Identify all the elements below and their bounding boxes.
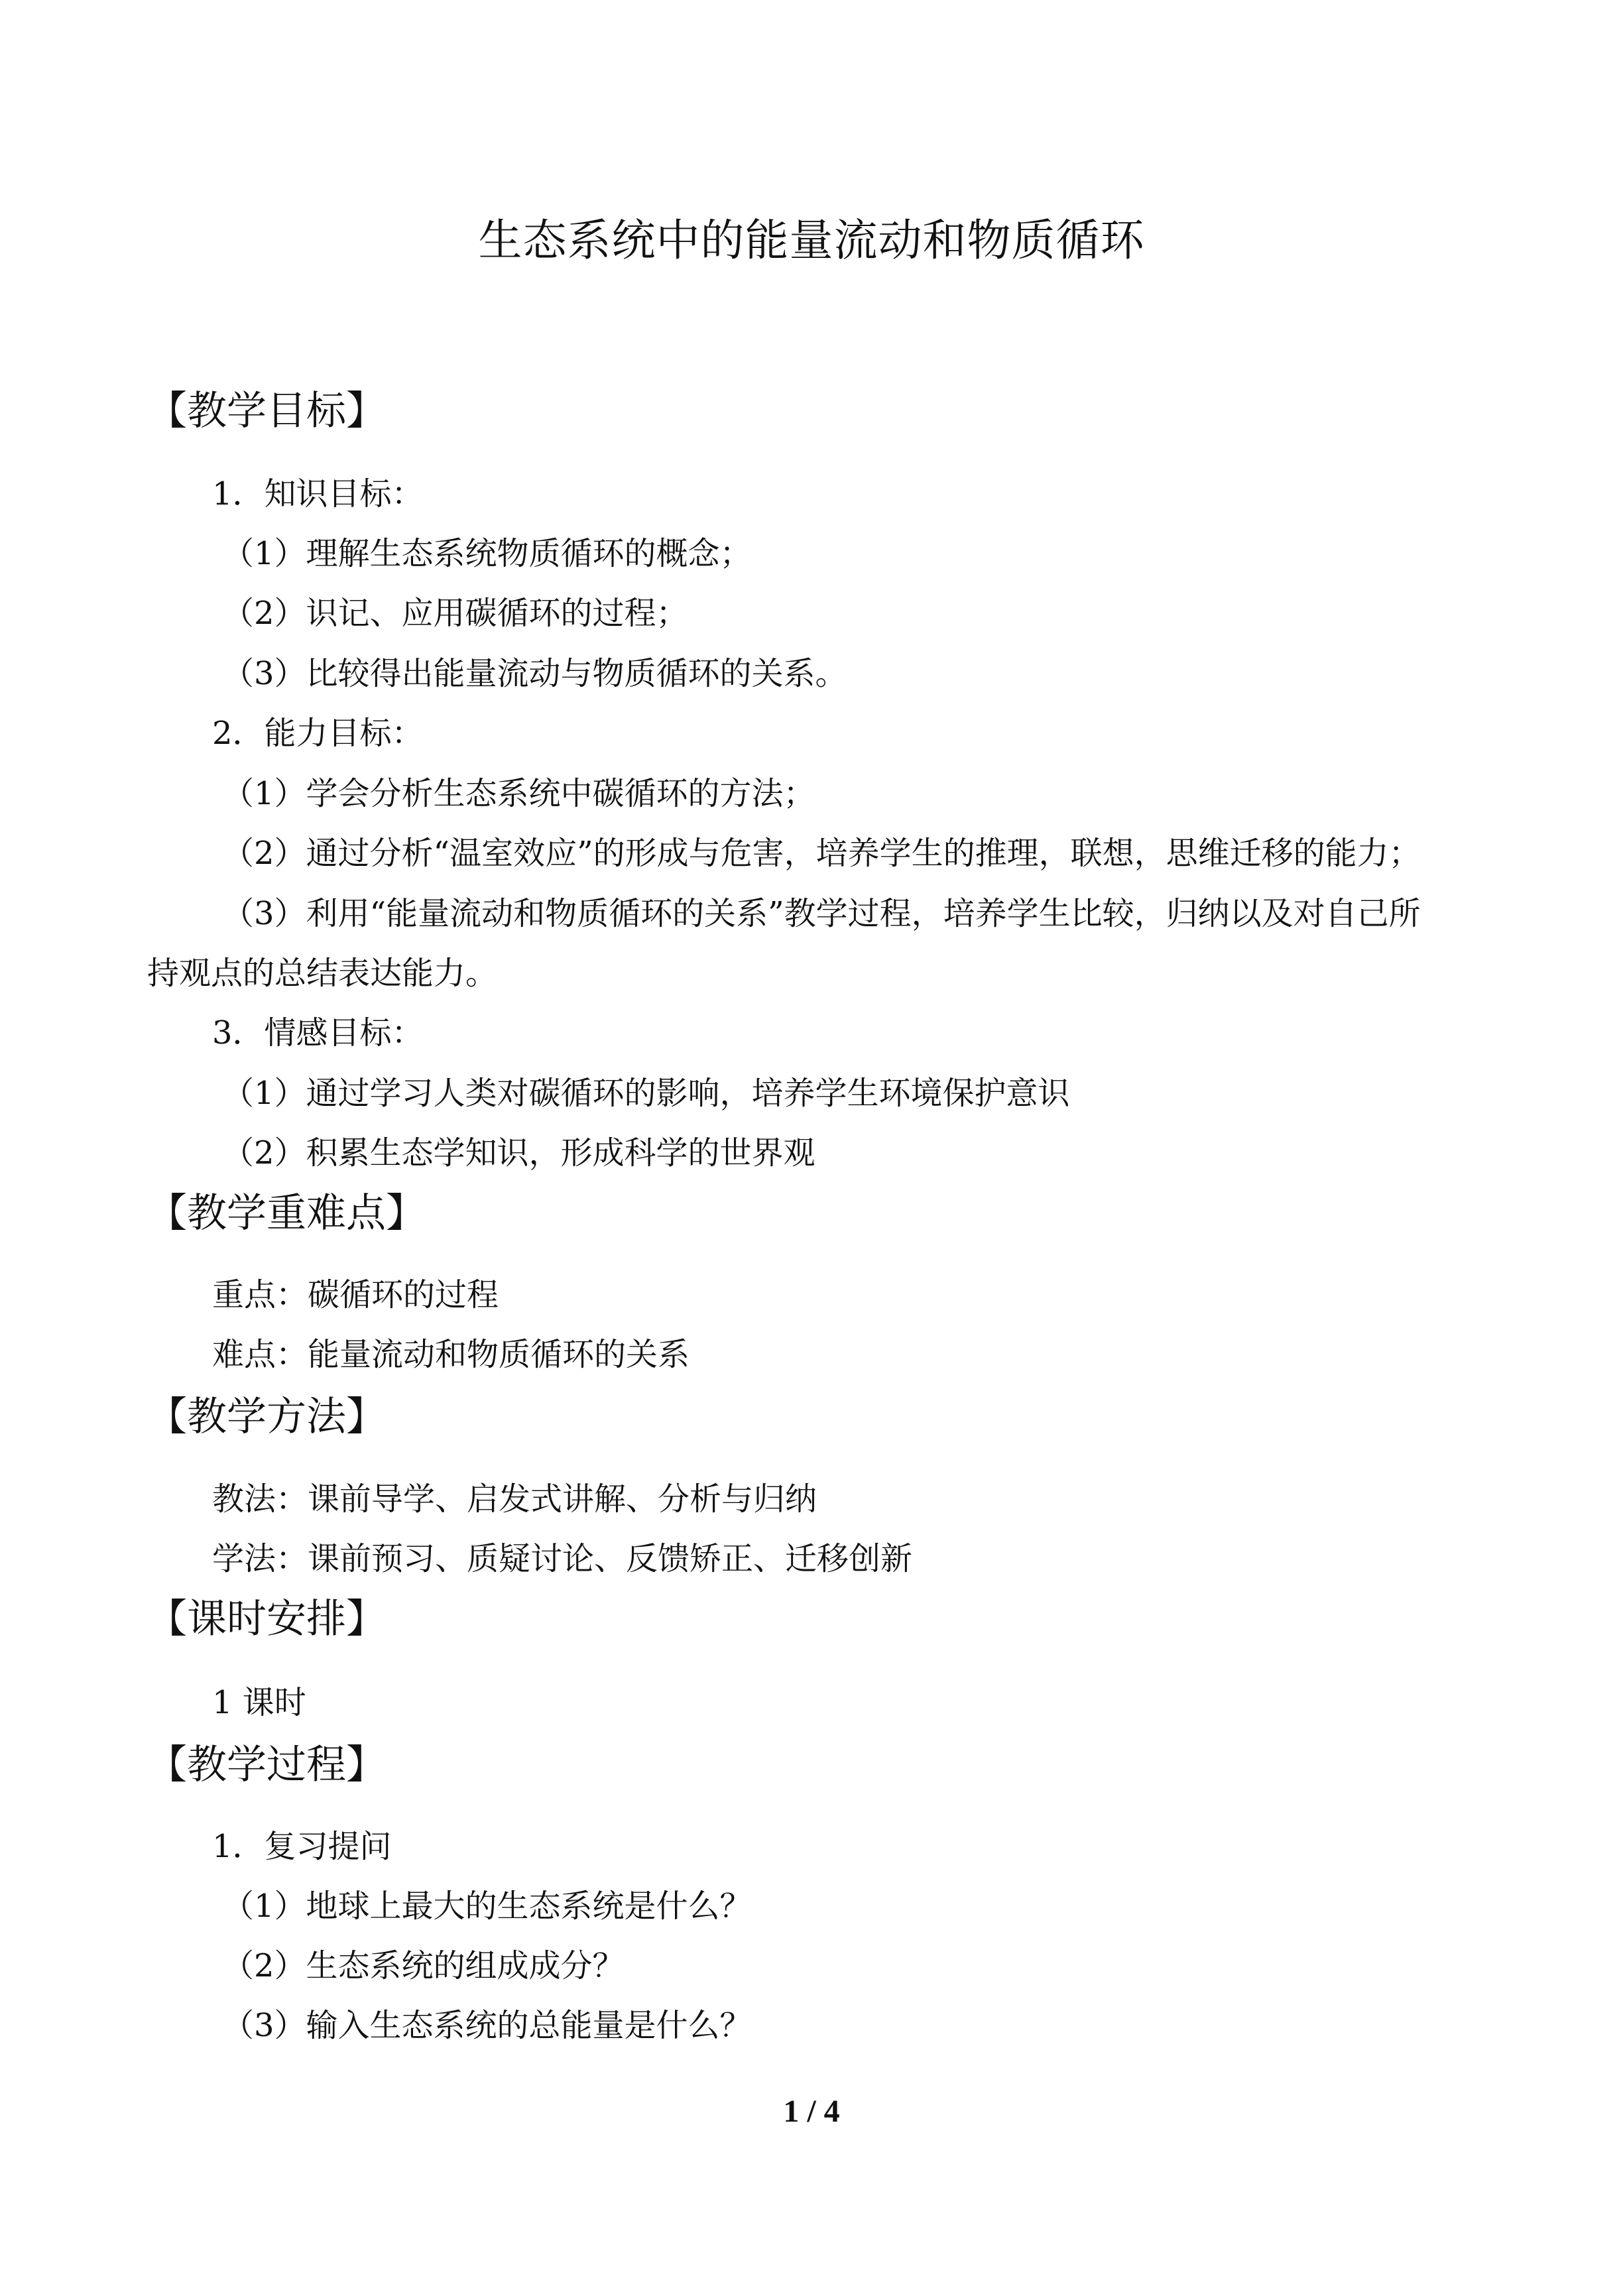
review-question: （3）输入生态系统的总能量是什么？ xyxy=(222,2007,752,2044)
ability-item-3-line-1: （3）利用“能量流动和物质循环的关系”教学过程，培养学生比较，归纳以及对自己所 xyxy=(222,895,1421,932)
knowledge-item: （1）理解生态系统物质循环的概念； xyxy=(222,535,752,572)
ability-item: （2）通过分析“温室效应”的形成与危害，培养学生的推理，联想，思维迁移的能力； xyxy=(222,835,1421,872)
section-heading-key-points: 【教学重难点】 xyxy=(147,1190,426,1237)
review-question: （1）地球上最大的生态系统是什么？ xyxy=(222,1888,752,1925)
emotion-item: （2）积累生态学知识，形成科学的世界观 xyxy=(222,1134,815,1172)
section-heading-schedule: 【课时安排】 xyxy=(147,1596,386,1642)
key-point-text: 重点：碳循环的过程 xyxy=(212,1276,499,1313)
page-number: 1 / 4 xyxy=(783,2094,840,2129)
knowledge-item: （3）比较得出能量流动与物质循环的关系。 xyxy=(222,655,847,692)
ability-objective-label: 2．能力目标： xyxy=(212,715,424,752)
emotion-item: （1）通过学习人类对碳循环的影响，培养学生环境保护意识 xyxy=(222,1075,1070,1112)
difficult-point-text: 难点：能量流动和物质循环的关系 xyxy=(212,1336,690,1373)
learning-method-text: 学法：课前预习、质疑讨论、反馈矫正、迁移创新 xyxy=(212,1540,913,1577)
document-title: 生态系统中的能量流动和物质循环 xyxy=(478,215,1145,266)
emotion-objective-label: 3．情感目标： xyxy=(212,1014,424,1052)
ability-item-3-line-2: 持观点的总结表达能力。 xyxy=(147,955,498,992)
knowledge-objective-label: 1．知识目标： xyxy=(212,475,424,513)
review-question: （2）生态系统的组成成分？ xyxy=(222,1947,625,1984)
section-heading-methods: 【教学方法】 xyxy=(147,1394,386,1440)
teaching-method-text: 教法：课前导学、启发式讲解、分析与归纳 xyxy=(212,1480,817,1518)
review-label: 1．复习提问 xyxy=(212,1828,392,1865)
section-heading-objectives: 【教学目标】 xyxy=(147,388,386,434)
schedule-text: 1 课时 xyxy=(212,1684,306,1721)
section-heading-process: 【教学过程】 xyxy=(147,1742,386,1788)
knowledge-item: （2）识记、应用碳循环的过程； xyxy=(222,595,688,632)
ability-item: （1）学会分析生态系统中碳循环的方法； xyxy=(222,775,815,812)
